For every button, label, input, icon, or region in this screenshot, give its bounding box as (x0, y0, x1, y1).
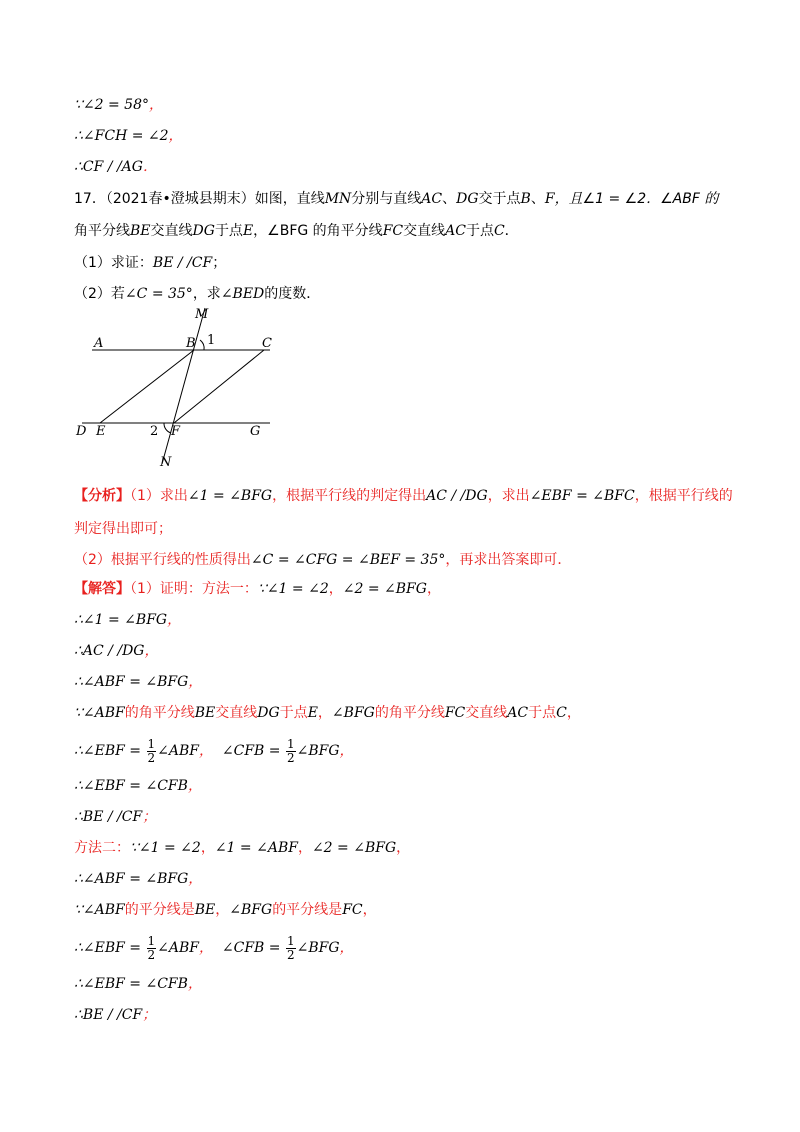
solution-s10: ∵∠ABF的平分线是BE，∠BFG的平分线是FC， (74, 902, 377, 918)
label-f: F (171, 424, 181, 439)
label-e: E (96, 424, 106, 439)
fraction-half: $\frac{1}{2}$ (286, 933, 295, 962)
question-17-line1: 17．（2021春•澄城县期末）如图，直线MN分别与直线AC、DG交于点B、F，且∠1 = ∠2．∠ABF 的 (74, 191, 719, 207)
label-d: D (76, 424, 87, 439)
angle-2-arc (164, 423, 171, 433)
solution-s2: ∴∠1 = ∠BFG， (74, 612, 182, 628)
part-2-prompt: （2）若∠C = 35°，求∠BED的度数． (74, 286, 321, 302)
solution-line1: 【解答】（1）证明：方法一：∵∠1 = ∠2，∠2 = ∠BFG， (74, 581, 441, 597)
solution-s11: ∴∠EBF = $\frac{1}{2}$ ∠ABF， ∠CFB = $\frac{1}{2}$ ∠BFG， (74, 933, 354, 962)
label-a: A (94, 336, 104, 351)
label-2: 2 (150, 424, 159, 439)
angle-1-arc (200, 340, 204, 350)
fraction-half: $\frac{1}{2}$ (147, 736, 156, 765)
solution-s4: ∴∠ABF = ∠BFG， (74, 674, 203, 690)
solution-s7: ∴∠EBF = ∠CFB， (74, 778, 202, 794)
method-2-line1: 方法二：∵∠1 = ∠2，∠1 = ∠ABF，∠2 = ∠BFG， (74, 840, 411, 856)
line-cf-parallel-ag: ∴CF / /AG． (74, 159, 157, 175)
solution-s8: ∴BE / /CF； (74, 809, 157, 825)
solution-s9: ∴∠ABF = ∠BFG， (74, 871, 203, 887)
label-1: 1 (207, 333, 216, 348)
label-c: C (262, 336, 272, 351)
line-angle-fch: ∴∠FCH = ∠2， (74, 128, 183, 144)
part-1-prompt: （1）求证：BE / /CF； (74, 255, 227, 271)
solution-s3: ∴AC / /DG， (74, 643, 159, 659)
label-n: N (160, 455, 172, 470)
line-mn (162, 308, 205, 464)
label-b: B (186, 336, 196, 351)
label-m: M (195, 307, 209, 322)
solution-s13: ∴BE / /CF； (74, 1007, 157, 1023)
analysis-line1: 【分析】（1）求出∠1 = ∠BFG，根据平行线的判定得出AC / /DG，求出∠EBF = ∠BFC，根据平行线的 (74, 488, 733, 504)
label-g: G (250, 424, 261, 439)
analysis-line3: （2）根据平行线的性质得出∠C = ∠CFG = ∠BEF = 35°，再求出答案即可． (74, 552, 572, 568)
line-given-angle2: ∵∠2 = 58°， (74, 97, 163, 113)
geometry-figure (74, 302, 284, 472)
segment-fc (174, 350, 264, 423)
analysis-line2: 判定得出即可； (74, 521, 172, 537)
solution-s6: ∴∠EBF = $\frac{1}{2}$ ∠ABF， ∠CFB = $\frac{1}{2}$ ∠BFG， (74, 736, 354, 765)
segment-be (100, 350, 194, 423)
solution-s5: ∵∠ABF的角平分线BE交直线DG于点E，∠BFG的角平分线FC交直线AC于点C， (74, 705, 581, 721)
fraction-half: $\frac{1}{2}$ (147, 933, 156, 962)
solution-s12: ∴∠EBF = ∠CFB， (74, 976, 202, 992)
fraction-half: $\frac{1}{2}$ (286, 736, 295, 765)
question-17-line2: 角平分线BE交直线DG于点E，∠BFG 的角平分线FC交直线AC于点C． (74, 223, 519, 239)
